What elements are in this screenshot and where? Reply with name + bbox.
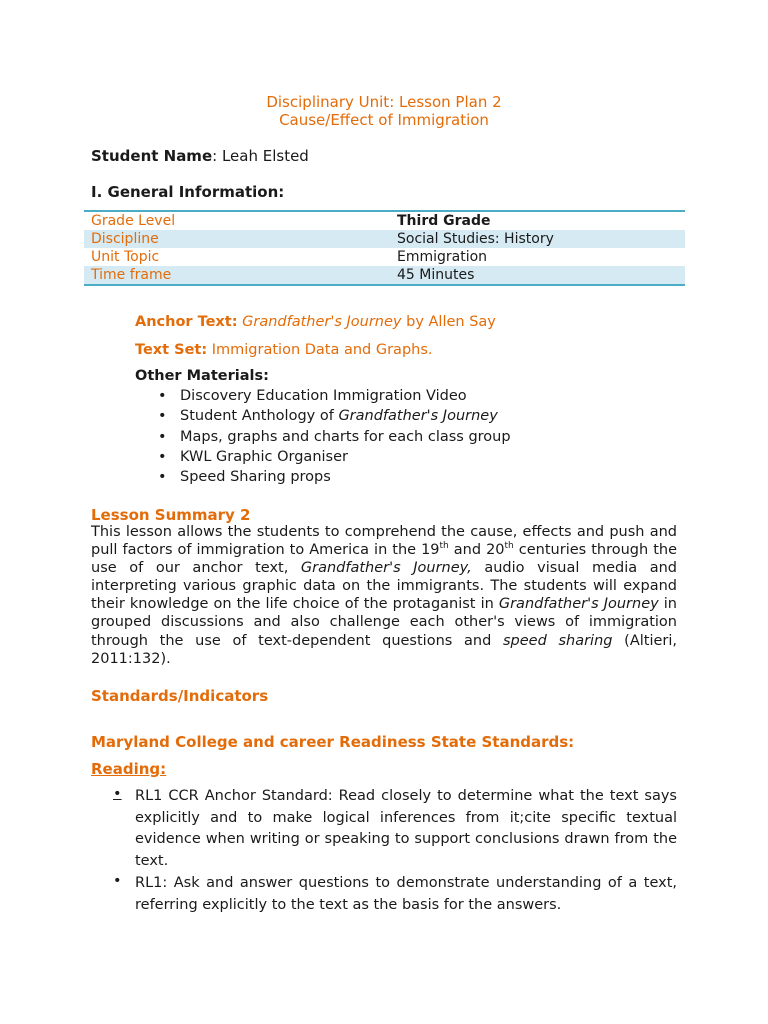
- summary-italic: Grandfather's Journey: [498, 596, 659, 613]
- bullet-icon: •: [113, 873, 122, 889]
- text-set-label: Text Set:: [135, 342, 208, 358]
- bullet-icon: •: [113, 786, 122, 802]
- summary-text: and 20: [448, 542, 505, 559]
- materials-list: [135, 386, 511, 487]
- text-set-line: [135, 342, 433, 358]
- table-row: [84, 248, 685, 266]
- table-row: [84, 266, 685, 285]
- maryland-standards-heading: Maryland College and career Readiness State Standards:: [91, 733, 575, 751]
- unit-topic-value: Emmigration: [397, 249, 488, 265]
- anchor-text-author: by Allen Say: [401, 314, 496, 330]
- summary-italic: Grandfather's Journey,: [300, 560, 472, 577]
- summary-text: (Altieri, 2011:132).: [91, 632, 678, 667]
- summary-italic: speed sharing: [502, 632, 613, 649]
- discipline-value: Social Studies: History: [390, 230, 685, 248]
- standard-item-rl1: RL1: Ask and answer questions to demonstrate understanding of a text, referring explicitly to the text as the basis for the answers.: [135, 875, 677, 913]
- document-subtitle: Cause/Effect of Immigration: [279, 111, 489, 129]
- student-name-label: Student Name: [91, 147, 213, 165]
- table-row: [84, 230, 685, 248]
- list-item: • Discovery Education Immigration Video: [135, 386, 511, 406]
- grade-level-label: Grade Level: [84, 211, 390, 230]
- anchor-text-label: Anchor Text:: [135, 314, 238, 330]
- list-item: [135, 406, 511, 426]
- time-frame-value: 45 Minutes: [390, 266, 685, 285]
- general-information-heading: I. General Information:: [91, 183, 285, 201]
- table-row: [84, 211, 685, 230]
- anchor-text-title: Grandfather's Journey: [242, 314, 402, 330]
- summary-text: in grouped discussions and also challenge each other's views of immigration through the use of text-dependent questions and: [91, 596, 677, 649]
- document-title: Disciplinary Unit: Lesson Plan 2: [266, 93, 502, 111]
- time-frame-label: Time frame: [84, 266, 390, 285]
- materials-item-text: Student Anthology of: [180, 408, 339, 425]
- materials-item-title: Grandfather's Journey: [338, 408, 498, 425]
- lesson-summary-heading: Lesson Summary 2: [91, 506, 251, 524]
- summary-superscript: th: [439, 541, 449, 552]
- unit-topic-label: Unit Topic: [91, 249, 160, 265]
- text-set-value: Immigration Data and Graphs.: [207, 342, 433, 358]
- reading-heading: Reading:: [91, 760, 167, 778]
- list-item: • Maps, graphs and charts for each class group: [135, 427, 511, 447]
- student-name-value: : Leah Elsted: [212, 147, 309, 165]
- standard-item-rl1-ccr: RL1 CCR Anchor Standard: Read closely to determine what the text says explicitly and to make logical inferences from it;cite specific textual evidence when writing or speaking to support conclusions drawn from the text.: [135, 788, 677, 869]
- summary-text: This lesson allows the students to comprehend the cause, effects and push and pull factors of immigration to America in the 19: [91, 524, 677, 559]
- list-item: • KWL Graphic Organiser: [135, 447, 511, 467]
- summary-superscript: th: [504, 541, 514, 552]
- discipline-label: Discipline: [84, 230, 390, 248]
- summary-text: audio visual media and interpreting various graphic data on the immigrants. The students will expand their knowledge on the life choice of the protaganist in: [91, 560, 677, 613]
- summary-text: centuries through the use of our anchor text,: [91, 542, 677, 577]
- lesson-summary-paragraph: [91, 523, 677, 668]
- grade-level-value: Third Grade: [390, 211, 685, 230]
- other-materials-heading: Other Materials:: [135, 368, 269, 384]
- list-item: • Speed Sharing props: [135, 467, 511, 487]
- general-information-table: [84, 210, 685, 286]
- student-name-line: [91, 147, 309, 165]
- anchor-text-line: [135, 314, 496, 330]
- standards-heading: Standards/Indicators: [91, 687, 269, 705]
